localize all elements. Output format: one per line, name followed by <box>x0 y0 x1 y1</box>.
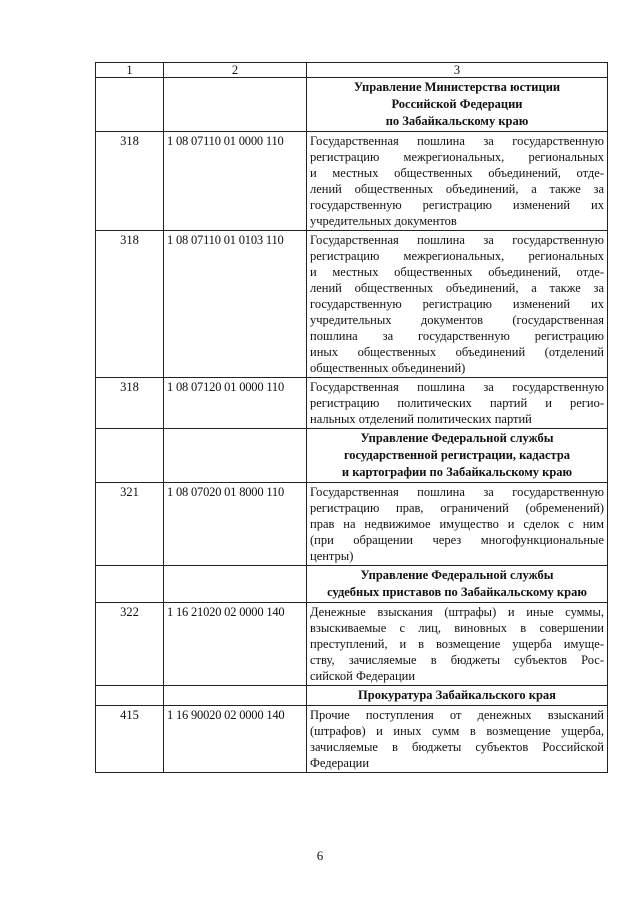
description-line: и местных общественных объединений, отде- <box>310 166 604 180</box>
section-title-line: государственной регистрации, кадастра <box>343 448 571 462</box>
description-line: иных общественных объединений (отделений <box>310 345 604 359</box>
description-line: взыскиваемые с лиц, виновных в совершении <box>310 621 604 635</box>
description-line: регистрацию межрегиональных, региональных <box>310 150 604 164</box>
section-title-line: Управление Федеральной службы <box>360 568 554 582</box>
table-body <box>96 63 608 773</box>
description-cell <box>307 483 608 566</box>
description-line: прав на недвижимое имущество и сделок с ним <box>310 517 604 531</box>
description-line: ству, зачисляемые в бюджеты субъектов Рос- <box>310 653 604 667</box>
description-line: (при обращении через многофункциональные <box>310 533 604 547</box>
admin-code-cell: 318 <box>96 231 164 378</box>
description-line: Денежные взыскания (штрафы) и иные суммы, <box>310 605 604 619</box>
description-line: (штрафов) и иных сумм в возмещение ущерба, <box>310 724 604 738</box>
admin-code-cell: 321 <box>96 483 164 566</box>
description-line: зачисляемые в бюджеты субъектов Российской <box>310 740 604 754</box>
empty-cell <box>164 566 307 603</box>
kbk-code-cell: 1 08 07020 01 8000 110 <box>164 483 307 566</box>
section-header-row <box>96 429 608 483</box>
section-title-line: Российской Федерации <box>391 97 523 111</box>
description-line: лений общественных объединений, а также за <box>310 281 604 295</box>
page-number: 6 <box>316 848 324 863</box>
empty-cell <box>96 566 164 603</box>
revenue-codes-table <box>95 62 608 773</box>
section-title-line: Управление Министерства юстиции <box>353 80 561 94</box>
section-header-row <box>96 566 608 603</box>
description-cell <box>307 706 608 773</box>
table-header-row <box>96 63 608 78</box>
description-line: преступлений, и в возмещение ущерба имуще- <box>310 637 604 651</box>
admin-code-cell: 318 <box>96 378 164 429</box>
section-header-row <box>96 78 608 132</box>
section-title-line: и картографии по Забайкальскому краю <box>341 465 573 479</box>
empty-cell <box>96 78 164 132</box>
kbk-code-cell: 1 08 07120 01 0000 110 <box>164 378 307 429</box>
kbk-code-cell: 1 08 07110 01 0000 110 <box>164 132 307 231</box>
empty-cell <box>164 429 307 483</box>
description-line: общественных объединений) <box>310 361 466 375</box>
description-line: центры) <box>310 549 354 563</box>
description-line: пошлина за государственную регистрацию <box>310 329 604 343</box>
section-header-row <box>96 686 608 706</box>
description-line: государственную регистрацию изменений их <box>310 198 604 212</box>
table-row <box>96 231 608 378</box>
section-title-line: Прокуратура Забайкальского края <box>358 688 556 702</box>
section-title-line: Управление Федеральной службы <box>360 431 554 445</box>
description-line: учредительных документов (государственная <box>310 313 604 327</box>
description-line: регистрацию межрегиональных, региональных <box>310 249 604 263</box>
kbk-code-cell: 1 16 21020 02 0000 140 <box>164 603 307 686</box>
description-line: Государственная пошлина за государственную <box>310 380 604 394</box>
admin-code-cell: 322 <box>96 603 164 686</box>
description-line: и местных общественных объединений, отде- <box>310 265 604 279</box>
empty-cell <box>96 686 164 706</box>
table-row <box>96 132 608 231</box>
description-line: регистрацию политических партий и регио- <box>310 396 604 410</box>
header-col-2: 2 <box>164 63 307 78</box>
table-row <box>96 603 608 686</box>
description-cell <box>307 132 608 231</box>
description-line: государственную регистрацию изменений их <box>310 297 604 311</box>
admin-code-cell: 318 <box>96 132 164 231</box>
description-line: регистрацию прав, ограничений (обременений) <box>310 501 604 515</box>
description-cell <box>307 378 608 429</box>
empty-cell <box>164 78 307 132</box>
kbk-code-cell: 1 16 90020 02 0000 140 <box>164 706 307 773</box>
kbk-code-cell: 1 08 07110 01 0103 110 <box>164 231 307 378</box>
table-row <box>96 483 608 566</box>
description-line: Государственная пошлина за государственную <box>310 134 604 148</box>
empty-cell <box>164 686 307 706</box>
section-title <box>307 78 608 132</box>
description-line: сийской Федерации <box>310 669 416 683</box>
table-row <box>96 706 608 773</box>
description-line: Федерации <box>310 756 370 770</box>
description-line: Прочие поступления от денежных взысканий <box>310 708 604 722</box>
section-title-line: по Забайкальскому краю <box>385 114 529 128</box>
section-title <box>307 686 608 706</box>
section-title <box>307 566 608 603</box>
header-col-1: 1 <box>96 63 164 78</box>
description-line: Государственная пошлина за государственную <box>310 485 604 499</box>
description-line: лений общественных объединений, а также за <box>310 182 604 196</box>
section-title <box>307 429 608 483</box>
section-title-line: судебных приставов по Забайкальскому краю <box>327 585 587 599</box>
description-cell <box>307 603 608 686</box>
description-cell <box>307 231 608 378</box>
header-col-3: 3 <box>307 63 608 78</box>
description-line: нальных отделений политических партий <box>310 412 532 426</box>
description-line: учредительных документов <box>310 214 457 228</box>
empty-cell <box>96 429 164 483</box>
description-line: Государственная пошлина за государственную <box>310 233 604 247</box>
admin-code-cell: 415 <box>96 706 164 773</box>
table-row <box>96 378 608 429</box>
